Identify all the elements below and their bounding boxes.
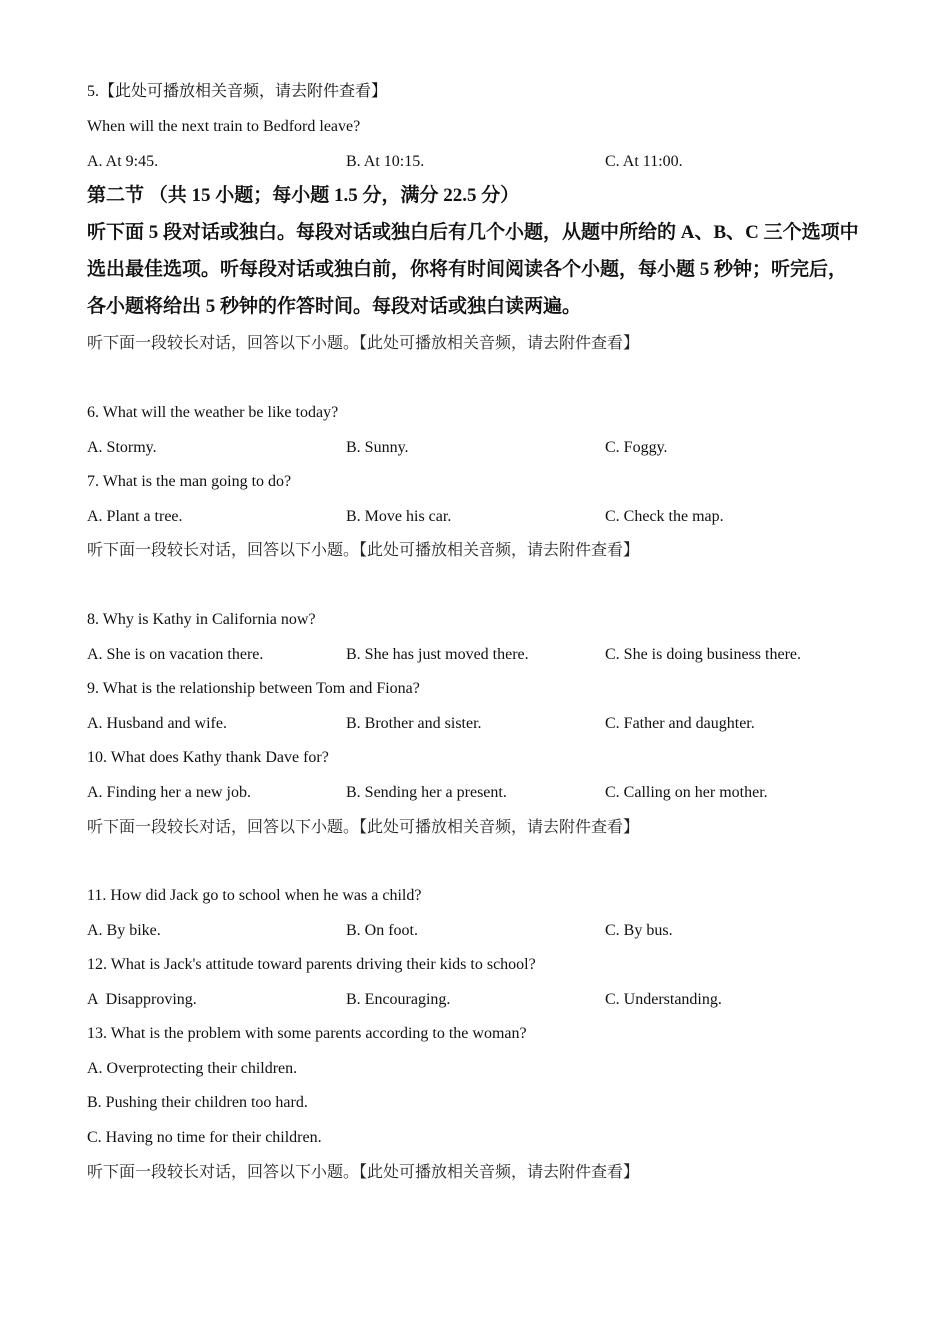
- dialog-intro-2[interactable]: 听下面一段较长对话，回答以下小题。【此处可播放相关音频，请去附件查看】: [87, 542, 640, 559]
- audio-note[interactable]: 【此处可播放相关音频，请去附件查看】: [99, 83, 388, 100]
- question-5-option-a: A. At 9:45.: [87, 153, 159, 170]
- question-11-option-c: C. By bus.: [605, 922, 673, 939]
- question-10-option-c: C. Calling on her mother.: [605, 784, 768, 801]
- section-2-instruction-line-3: 各小题将给出 5 秒钟的作答时间。每段对话或独白读两遍。: [87, 296, 582, 317]
- question-13-option-b: B. Pushing their children too hard.: [87, 1094, 308, 1111]
- question-8-text: 8. Why is Kathy in California now?: [87, 611, 316, 628]
- question-8-option-b: B. She has just moved there.: [346, 646, 529, 663]
- question-5-header: [87, 82, 387, 102]
- section-2-instruction-line-2: 选出最佳选项。听每段对话或独白前，你将有时间阅读各个小题，每小题 5 秒钟；听完后，: [87, 259, 848, 280]
- question-13-option-c: C. Having no time for their children.: [87, 1129, 322, 1146]
- question-5-text: When will the next train to Bedford leave?: [87, 118, 361, 135]
- question-7-option-c: C. Check the map.: [605, 508, 724, 525]
- question-7-text: 7. What is the man going to do?: [87, 473, 292, 490]
- question-6-option-b: B. Sunny.: [346, 439, 409, 456]
- question-10-option-a: A. Finding her a new job.: [87, 784, 251, 801]
- question-12-option-a: A Disapproving.: [87, 991, 197, 1008]
- question-6-text: 6. What will the weather be like today?: [87, 404, 339, 421]
- question-13-text: 13. What is the problem with some parents according to the woman?: [87, 1025, 527, 1042]
- question-12-option-c: C. Understanding.: [605, 991, 722, 1008]
- question-12-text: 12. What is Jack's attitude toward parents driving their kids to school?: [87, 956, 536, 973]
- question-5-number: 5.: [87, 83, 99, 100]
- question-8-option-c: C. She is doing business there.: [605, 646, 801, 663]
- question-11-text: 11. How did Jack go to school when he was a child?: [87, 887, 422, 904]
- dialog-intro-1[interactable]: 听下面一段较长对话，回答以下小题。【此处可播放相关音频，请去附件查看】: [87, 335, 640, 352]
- question-5-option-b: B. At 10:15.: [346, 153, 425, 170]
- question-9-option-c: C. Father and daughter.: [605, 715, 755, 732]
- section-2-title: 第二节 （共 15 小题；每小题 1.5 分，满分 22.5 分）: [87, 185, 520, 206]
- question-7-option-b: B. Move his car.: [346, 508, 452, 525]
- question-11-option-a: A. By bike.: [87, 922, 161, 939]
- question-13-option-a: A. Overprotecting their children.: [87, 1060, 298, 1077]
- question-11-option-b: B. On foot.: [346, 922, 418, 939]
- question-10-text: 10. What does Kathy thank Dave for?: [87, 749, 329, 766]
- question-12-option-b: B. Encouraging.: [346, 991, 451, 1008]
- question-5-option-c: C. At 11:00.: [605, 153, 683, 170]
- dialog-intro-4[interactable]: 听下面一段较长对话，回答以下小题。【此处可播放相关音频，请去附件查看】: [87, 1164, 640, 1181]
- question-9-text: 9. What is the relationship between Tom and Fiona?: [87, 680, 420, 697]
- question-6-option-a: A. Stormy.: [87, 439, 157, 456]
- dialog-intro-3[interactable]: 听下面一段较长对话，回答以下小题。【此处可播放相关音频，请去附件查看】: [87, 819, 640, 836]
- question-8-option-a: A. She is on vacation there.: [87, 646, 264, 663]
- question-9-option-a: A. Husband and wife.: [87, 715, 227, 732]
- question-7-option-a: A. Plant a tree.: [87, 508, 183, 525]
- question-6-option-c: C. Foggy.: [605, 439, 668, 456]
- question-10-option-b: B. Sending her a present.: [346, 784, 507, 801]
- section-2-instruction-line-1: 听下面 5 段对话或独白。每段对话或独白后有几个小题，从题中所给的 A、B、C 三个选项中: [87, 222, 859, 243]
- question-9-option-b: B. Brother and sister.: [346, 715, 482, 732]
